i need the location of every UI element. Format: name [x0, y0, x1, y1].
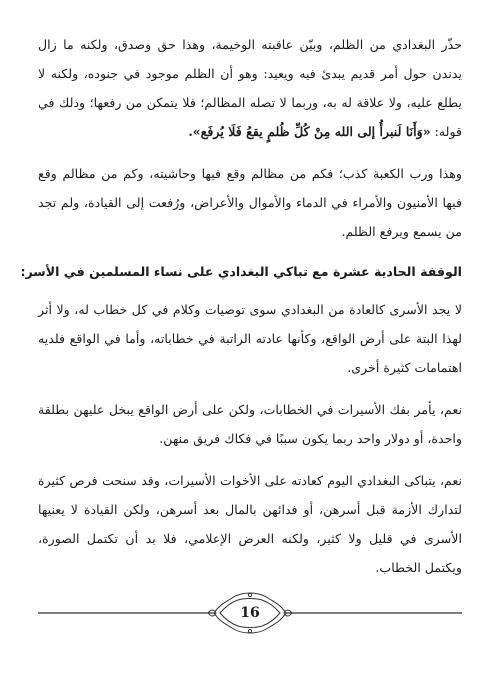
paragraph-1-quote: «وَأَنَا لَنبرأُ إلى الله مِنْ كُلِّ ظُلمٍ يقعُ فَلَا يُرفَع». [188, 124, 431, 139]
paragraph-1 [38, 30, 462, 146]
paragraph-5: نعم، يتباكى البغدادي اليوم كعادته على الأخوات الأسيرات، وقد سنحت فرص كثيرة لتدارك الأزمة قبل أسرهن، أو فدائهن بالمال بعد أسرهن، ولكن القيادة لا يعنيها الأسرى في قليل ولا كثير، ولكنه العرض الإعلامي، فلا بد أن تكتمل الصورة، ويكتمل الخطاب. [38, 473, 462, 575]
page-number: 16 [240, 605, 260, 621]
paragraph-1-text: حذّر البغدادي من الظلم، وبيّن عاقبته الوخيمة، وهذا حق وصدق، ولكنه ما زال يدندن حول أمر قديم يبدئ فيه ويعيد: وهو أن الظلم موجود في جنوده، ولكنه لا يطلع عليه، ولا علاقة له به، وربما لا تصله المظالم؛ فلا يتمكن من رفعها؛ وذلك في قوله: [38, 37, 462, 139]
paragraph-2: وهذا ورب الكعبة كذب؛ فكم من مظالم وقع فيها وحاشيته، وكم من مظالم وقع فيها الأمنيون والأمراء في الدماء والأموال والأعراض، ورُفعت إلى القيادة، ولم تجد من يسمع ويرفع الظلم. [38, 166, 462, 239]
section-heading: الوقفة الحادية عشرة مع تباكي البغدادي على نساء المسلمين في الأسر: [20, 264, 462, 279]
page-footer [38, 590, 462, 636]
document-body [20, 30, 462, 595]
paragraph-4: نعم، يأمر بفك الأسيرات في الخطابات، ولكن على أرض الواقع يبخل عليهن بطلقة واحدة، أو دولار واحد ربما يكون سببًا في فكاك فريق منهن. [38, 402, 462, 446]
paragraph-3: لا يجد الأسرى كالعادة من البغدادي سوى توصيات وكلام في كل خطاب له، ولا أثر لهذا البتة على أرض الواقع، وكأنها عادته الراتبة في خطاباته، وأما في الواقع فلديه اهتمامات كثيرة أخرى. [38, 302, 462, 375]
